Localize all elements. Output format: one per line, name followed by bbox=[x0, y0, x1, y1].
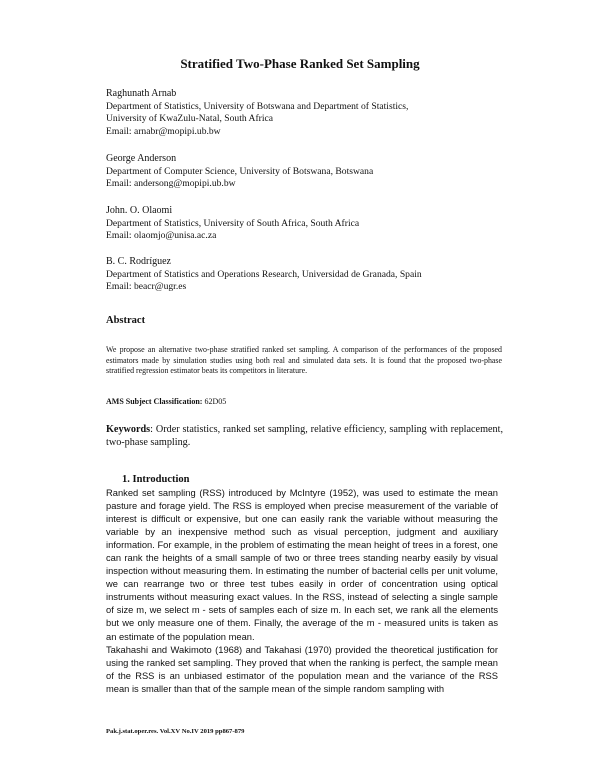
author-block-2 bbox=[106, 153, 506, 191]
author-name: B. C. Rodríguez bbox=[106, 256, 171, 267]
author-name: Raghunath Arnab bbox=[106, 88, 177, 99]
author-email: Email: andersong@mopipi.ub.bw bbox=[106, 178, 236, 190]
author-affiliation: Department of Computer Science, University of Botswana, Botswana bbox=[106, 166, 374, 178]
author-affiliation: Department of Statistics, University of South Africa, South Africa bbox=[106, 218, 360, 230]
abstract-heading: Abstract bbox=[106, 315, 146, 326]
section-heading-introduction: 1. Introduction bbox=[122, 474, 190, 485]
author-affiliation: Department of Statistics and Operations Research, Universidad de Granada, Spain bbox=[106, 269, 422, 281]
intro-paragraph: Takahashi and Wakimoto (1968) and Takahasi (1970) provided the theoretical justification for using the ranked set sampling. They proved that when the ranking is perfect, the sample mean of the RSS is an unbiased estimator of the population mean and the variance of the RSS mean is smaller than that of the sample mean of the simple random sampling with bbox=[106, 644, 498, 694]
author-block-3 bbox=[106, 205, 506, 243]
keywords-label: Keywords bbox=[106, 424, 151, 435]
author-block-4 bbox=[106, 256, 506, 294]
author-affiliation: Department of Statistics, University of Botswana and Department of Statistics, bbox=[106, 101, 409, 113]
author-email: Email: arnabr@mopipi.ub.bw bbox=[106, 125, 221, 137]
author-email: Email: olaomjo@unisa.ac.za bbox=[106, 230, 217, 242]
paper-title: Stratified Two-Phase Ranked Set Sampling bbox=[180, 56, 420, 71]
abstract-text: We propose an alternative two-phase stratified ranked set sampling. A comparison of the performances of the proposed estimators made by simulation studies using both real and simulated data sets. It is found that the proposed two-phase stratified regression estimator beats its competitors in literature. bbox=[106, 345, 502, 376]
intro-paragraph: Ranked set sampling (RSS) introduced by McIntyre (1952), was used to estimate the mean pasture and forage yield. The RSS is employed when precise measurement of the variable of interest is difficult or expensive, but one can easily rank the variable without measuring the variable by an inexpensive method such as visual perception, judgment and auxiliary information. For example, in the problem of estimating the mean height of trees in a forest, one can rank the heights of a small sample of two or three trees standing nearby easily by visual inspection without measuring them. In estimating the number of bacterial cells per unit volume, we can rearrange two or three test tubes easily in order of concentration using optical instruments without measuring exact values. In the RSS, instead of selecting a single sample of size m, we select m - sets of samples each of size m. In each set, we rank all the elements but we only measure one of them. Finally, the average of the m - measured units is taken as an estimate of the population mean. bbox=[106, 488, 498, 642]
introduction-body bbox=[106, 487, 498, 696]
author-name: John. O. Olaomi bbox=[106, 205, 173, 216]
ams-value: 62D05 bbox=[204, 397, 227, 406]
keywords bbox=[106, 423, 503, 449]
author-email: Email: beacr@ugr.es bbox=[106, 281, 187, 293]
ams-label: AMS Subject Classification: bbox=[106, 397, 203, 406]
author-name: George Anderson bbox=[106, 153, 177, 164]
page-footer: Pak.j.stat.oper.res. Vol.XV No.IV 2019 pp867-879 bbox=[106, 728, 245, 735]
keywords-text: : Order statistics, ranked set sampling, relative efficiency, sampling with replacement, two-phase sampling. bbox=[106, 424, 503, 448]
author-affiliation: University of KwaZulu-Natal, South Africa bbox=[106, 113, 274, 125]
author-block-1 bbox=[106, 88, 506, 138]
ams-classification bbox=[106, 397, 226, 406]
